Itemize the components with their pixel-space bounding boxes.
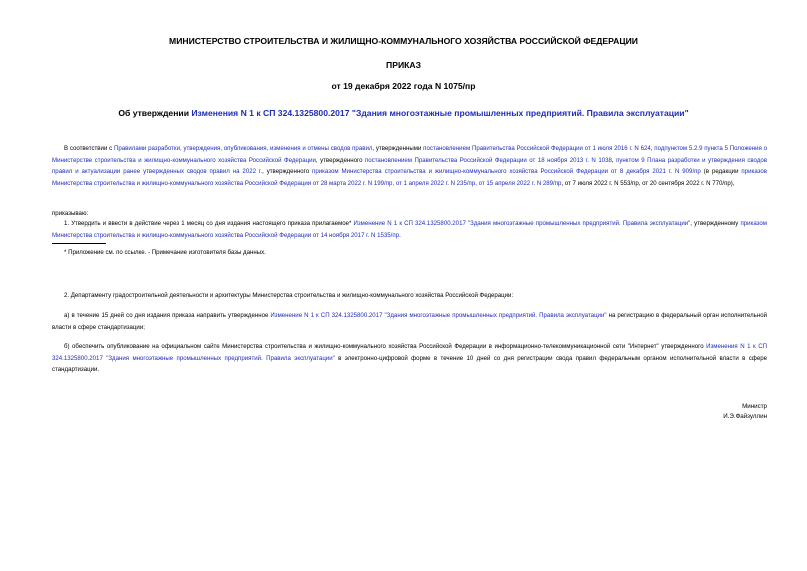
link-amendment-1-registration[interactable]: Изменение N 1 к СП 324.1325800.2017 "Здания многоэтажные промышленных предприятий. Правила эксплуатации" <box>270 312 607 319</box>
doc-date-number: от 19 декабря 2022 года N 1075/пр <box>331 81 476 91</box>
link-resolution-624[interactable]: постановлением Правительства Российской Федерации от 1 июля 2016 г. N 624 <box>423 145 651 152</box>
preamble-text: (в редакции <box>700 168 742 175</box>
order-word: приказываю: <box>52 210 89 217</box>
item-2a-text: а) в течение 15 дней со дня издания приказа направить утвержденное <box>64 312 271 319</box>
item-2b-text: б) обеспечить опубликование на официальном сайте Министерства строительства и жилищно-коммунального хозяйства Российской Федерации в информационно-телекоммуникационной сети "Интернет" утвержденного <box>64 343 707 350</box>
item-2b-text: в электронно-цифровой форме в течение 10 дней со дня регистрации свода правил федеральным органом исполнительной власти в сфере стандартизации. <box>52 354 767 373</box>
item-1-text: 1. Утвердить и ввести в действие через 1 месяц со дня издания настоящего приказа прилагаемое* <box>64 220 354 227</box>
item-1-text: , утвержденному <box>690 220 741 227</box>
link-orders-amendments[interactable]: приказов Министерства строительства и жилищно-коммунального хозяйства Российской Федерации от 28 марта 2022 г. N 199/пр, от 1 апреля 2022 г. N 235/пр, от 15 апреля 2022 г. N 289/пр <box>52 168 767 187</box>
link-order-1535[interactable]: приказом Министерства строительства и жилищно-коммунального хозяйства Российской Федерации от 14 ноября 2017 г. N 1535/пр <box>52 220 767 239</box>
preamble-text: , утвержденного <box>262 168 313 175</box>
footnote: * Приложение см. по ссылке. - Примечание изготовителя базы данных. <box>64 249 266 256</box>
item-2a-text: на регистрацию в федеральный орган исполнительной власти в сфере стандартизации; <box>52 312 767 331</box>
preamble-paragraph <box>52 143 767 189</box>
link-amendment-1[interactable]: Изменение N 1 к СП 324.1325800.2017 "Здания многоэтажные промышленных предприятий. Правила эксплуатации" <box>353 220 691 227</box>
doc-type-heading: ПРИКАЗ <box>386 60 421 70</box>
signature-name: И.Э.Файзуллин <box>723 413 767 420</box>
document-title <box>40 108 767 118</box>
link-resolution-1038[interactable]: постановлением Правительства Российской Федерации от 18 ноября 2013 г. N 1038 <box>364 156 612 164</box>
signature-position: Министр <box>742 403 767 410</box>
title-link[interactable]: Изменения N 1 к СП 324.1325800.2017 "Здания многоэтажные промышленных предприятий. Правила эксплуатации" <box>191 108 689 118</box>
item-2-paragraph: 2. Департаменту градостроительной деятельности и архитектуры Министерства строительства и жилищно-коммунального хозяйства Российской Федерации: <box>64 292 514 299</box>
preamble-text: В соответствии с <box>64 145 114 152</box>
preamble-text: , утвержденными <box>372 145 424 152</box>
item-1-paragraph <box>52 218 767 241</box>
link-amendment-1-publication[interactable]: Изменения N 1 к СП 324.1325800.2017 "Здания многоэтажные промышленных предприятий. Правила эксплуатации" <box>52 343 767 362</box>
item-1-text: . <box>399 231 401 239</box>
link-plan-item-9[interactable]: пунктом 9 Плана разработки и утверждения сводов правил и актуализации ранее утвержденных сводов правил на 2022 г. <box>52 156 767 175</box>
footnote-divider <box>52 243 106 244</box>
preamble-text: , от 7 июля 2022 г. N 553/пр, от 20 сентября 2022 г. N 770/пр), <box>561 179 735 187</box>
ministry-heading: МИНИСТЕРСТВО СТРОИТЕЛЬСТВА И ЖИЛИЩНО-КОММУНАЛЬНОГО ХОЗЯЙСТВА РОССИЙСКОЙ ФЕДЕРАЦИИ <box>169 36 638 46</box>
link-order-909[interactable]: приказом Министерства строительства и жилищно-коммунального хозяйства Российской Федерации от 8 декабря 2021 г. N 909/пр <box>312 168 701 175</box>
title-prefix: Об утверждении <box>118 108 192 118</box>
item-2b-paragraph <box>52 341 767 376</box>
preamble-text: , утвержденного <box>315 156 365 164</box>
preamble-text: , <box>650 145 655 152</box>
link-rules-development[interactable]: Правилами разработки, утверждения, опубликования, изменения и отмены сводов правил <box>113 145 373 152</box>
link-regulation-5-2-9[interactable]: подпунктом 5.2.9 пункта 5 Положения о Министерстве строительства и жилищно-коммунального хозяйства Российской Федерации <box>52 145 768 164</box>
item-2a-paragraph <box>52 310 767 333</box>
preamble-text: , <box>611 156 617 164</box>
